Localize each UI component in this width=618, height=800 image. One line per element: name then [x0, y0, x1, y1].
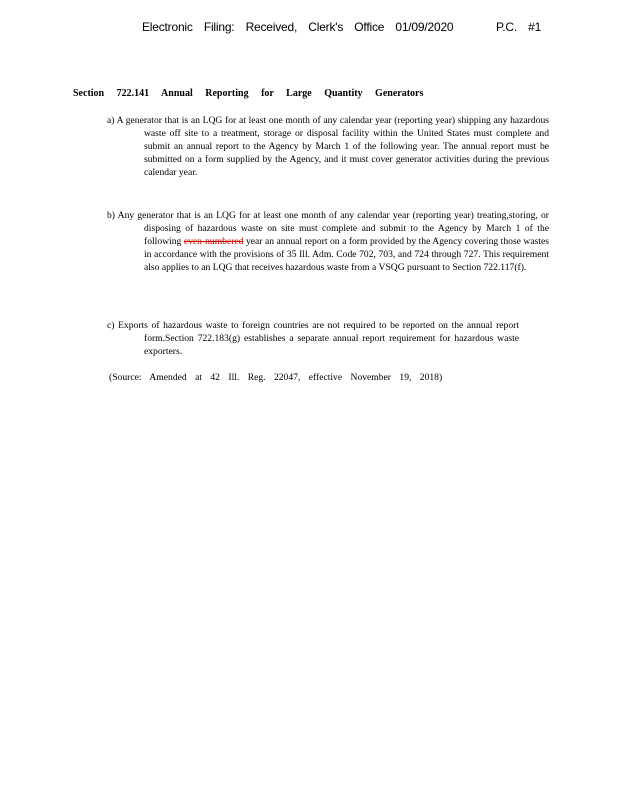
- source-note: (Source: Amended at 42 Ill. Reg. 22047, effective November 19, 2018): [109, 372, 443, 383]
- public-comment-number: P.C. #1: [496, 20, 542, 34]
- paragraph-b: [107, 209, 549, 274]
- paragraph-b-text-after: year an annual report on a form provided by the Agency covering those wastes in accordance with the provisions of 35 Ill. Adm. Code 702, 703, and 724 through 727. This requirement also applies to an LQG that receives hazardous waste from a VSQG pursuant to Section 722.117(f).: [144, 236, 549, 273]
- paragraph-a: a) A generator that is an LQG for at least one month of any calendar year (reporting year) shipping any hazardous waste off site to a treatment, storage or disposal facility within the United States must complete and submit an annual report to the Agency by March 1 of the following year. The annual report must be submitted on a form supplied by the Agency, and it must cover generator activities during the previous calendar year.: [107, 115, 549, 178]
- filing-received-text: Electronic Filing: Received, Clerk's Office 01/09/2020: [142, 20, 454, 34]
- paragraph-b-text-before: b) Any generator that is an LQG for at least one month of any calendar year (reporting year) treating,storing, or disposing of hazardous waste on site must complete and submit to the Agency by March 1 of the following: [107, 210, 549, 247]
- filing-header: [142, 20, 562, 34]
- deleted-text: even-numbered: [183, 236, 244, 247]
- section-title: Section 722.141 Annual Reporting for Large Quantity Generators: [73, 88, 424, 99]
- paragraph-c: c) Exports of hazardous waste to foreign countries are not required to be reported on the annual report form.Section 722.183(g) establishes a separate annual report requirement for hazardous waste exporters.: [107, 320, 519, 357]
